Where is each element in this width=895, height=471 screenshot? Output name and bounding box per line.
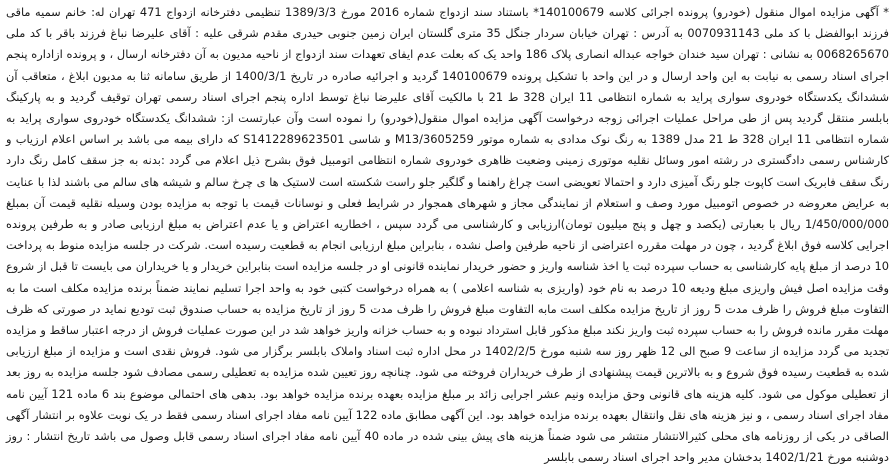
notice-body-text: * آگهی مزایده اموال منقول (خودرو) پرونده اجرائی کلاسه 140100679* باستناد سند ازدواج شماره 2016 مورخ 1389/3/3 تنظیمی دفترخانه ازدواج 471 تهران له: خانم سمیه ماقی فرزند ابوالفضل با کد ملی 0070931143 به آدرس : تهران خیابان سردار جنگل 35 متری گلستان ایران زمین جنوبی حیدری مقدم شرقی علیه : آقای علیرضا نباغ فرزند باقر با کد ملی 0068265670 به نشانی : تهران سید خندان خواجه عبداله انصاری پلاک 186 واحد یک که بعلت عدم ایفای تعهدات سند ازدواج از ناحیه مدیون به آن دفترخانه ارسال ، و پرونده ازاداره پنجم اجرای اسناد رسمی به نیابت به این واحد ارسال و در این واحد با تشکیل پرونده 140100679 گردید و اجرائیه صادره در تاریخ 1400/3/1 از طریق سامانه ثنا به مدیون ابلاغ ، متعاقب آن ششدانگ یکدستگاه خودروی سواری پراید به شماره انتظامی 11 ایران 328 ط 21 با مالکیت آقای علیرضا نباغ توسط اداره پنجم اجرای اسناد رسمی تهران توقیف گردید و به پارکینگ بابلسر منتقل گردید پس از طی مراحل عملیات اجرائی زوجه درخواست آگهی مزایده اموال منقول(خودرو) را نموده است وآن عبارتست از: ششدانگ یکدستگاه خودروی سواری پراید به شماره انتظامی 11 ایران 328 ط 21 مدل 1389 به رنگ نوک مدادی به شماره موتور M13/3605259 و شاسی S1412289623501 که دارای بیمه می باشد بر اساس اعلام ارزیاب و کارشناس رسمی دادگستری در رشته امور وسائل نقلیه موتوری زمینی وضعیت ظاهری خودروی شماره انتظامی اتومبیل فوق بشرح ذیل اعلام می گردد :بدنه به جز سقف کامل رنگ دارد رنگ سقف فابریک است کاپوت جلو رنگ آمیزی دارد و احتمالا تعویضی است چراغ راهنما و گلگیر جلو راست شکسته است لاستیک ها ی چرخ سالم و شیشه های سالم می باشند لذا با عنایت به عرایض معروضه در خصوص اتومبیل مورد وصف و استعلام از نمایندگی مجاز و شهرهای همجوار در شرایط فعلی و نوسانات قیمت با توجه به مزایده بودن وسیله نقلیه قیمت آن بمبلغ 1/450/000/000 ریال با بعبارتی (یکصد و چهل و پنج میلیون تومان)ارزیابی و کارشناسی می گردد سپس ، اخطاریه اعتراض و یا عدم اعتراض به مبلغ ارزیابی صادر و به طرفین پرونده اجرایی کلاسه فوق ابلاغ گردید ، چون در مهلت مقرره اعتراضی از ناحیه طرفین واصل نشده ، بنابراین مبلغ ارزیابی انجام به قطعیت رسیده است. شرکت در جلسه مزایده منوط به پرداخت 10 درصد از مبلغ پایه کارشناسی به حساب سپرده ثبت یا اخذ شناسه واریز و حضور خریدار نماینده قانونی او در جلسه مزایده است بنابراین خریدار و یا خریداران می بایست تا قبل از شروع وقت مزایده اصل فیش واریزی مبلغ ودیعه 10 درصد به نام خود (واریزی به شناسه اعلامی ) به همراه درخواست کتبی خود به واحد اجرا تسلیم نمایند ضمناً برنده مزایده مکلف است ما به التفاوت مبلغ فروش را ظرف مدت 5 روز از تاریخ مزایده مکلف است مابه التفاوت مبلغ فروش را ظرف مدت 5 روز از تاریخ مزایده به حساب صندوق ثبت تودیع نماید در صورتی که ظرف مهلت مقرر مانده فروش را به حساب سپرده ثبت واریز نکند مبلغ مذکور قابل استرداد نبوده و به حساب خزانه واریز خواهد شد در این صورت عملیات فروش از درجه اعتبار ساقط و مزایده تجدید می گردد مزایده از ساعت 9 صبح الی 12 ظهر روز سه شنبه مورخ 1402/2/5 در محل اداره ثبت اسناد واملاک بابلسر برگزار می شود. فروش نقدی است و مزایده از مبلغ ارزیابی شده به قطعیت رسیده فوق شروع و به بالاترین قیمت پیشنهادی از طرف خریداران فروخته می شود. چنانچه روز تعیین شده مزایده به تعطیلی رسمی مصادف شود جلسه مزایده به روز بعد از تعطیلی موکول می شود. کلیه هزینه های قانونی وحق مزایده ونیم عشر اجرایی زائد بر مبلغ مزایده بعهده برنده مزایده خواهد بود. بدهی های احتمالی موضوع بند 6 ماده 121 آیین نامه مفاد اجرای اسناد رسمی ، و نیز هزینه های نقل وانتقال بعهده برنده مزایده خواهد بود. این آگهی مطابق ماده 122 آیین نامه مفاد اجرای اسناد رسمی فقط در یک نوبت علاوه بر انتشار آگهی الصاقی در یکی از روزنامه های محلی کثیرالانتشار منتشر می شود ضمناً هزینه های پیش بینی شده در ماده 40 آیین نامه مفاد اجرای اسناد رسمی قابل وصول می باشد تاریخ انتشار : روز دوشنبه مورخ 1402/1/21 بدخشان مدیر واحد اجرای اسناد رسمی بابلسر xyxy=(6,5,890,465)
